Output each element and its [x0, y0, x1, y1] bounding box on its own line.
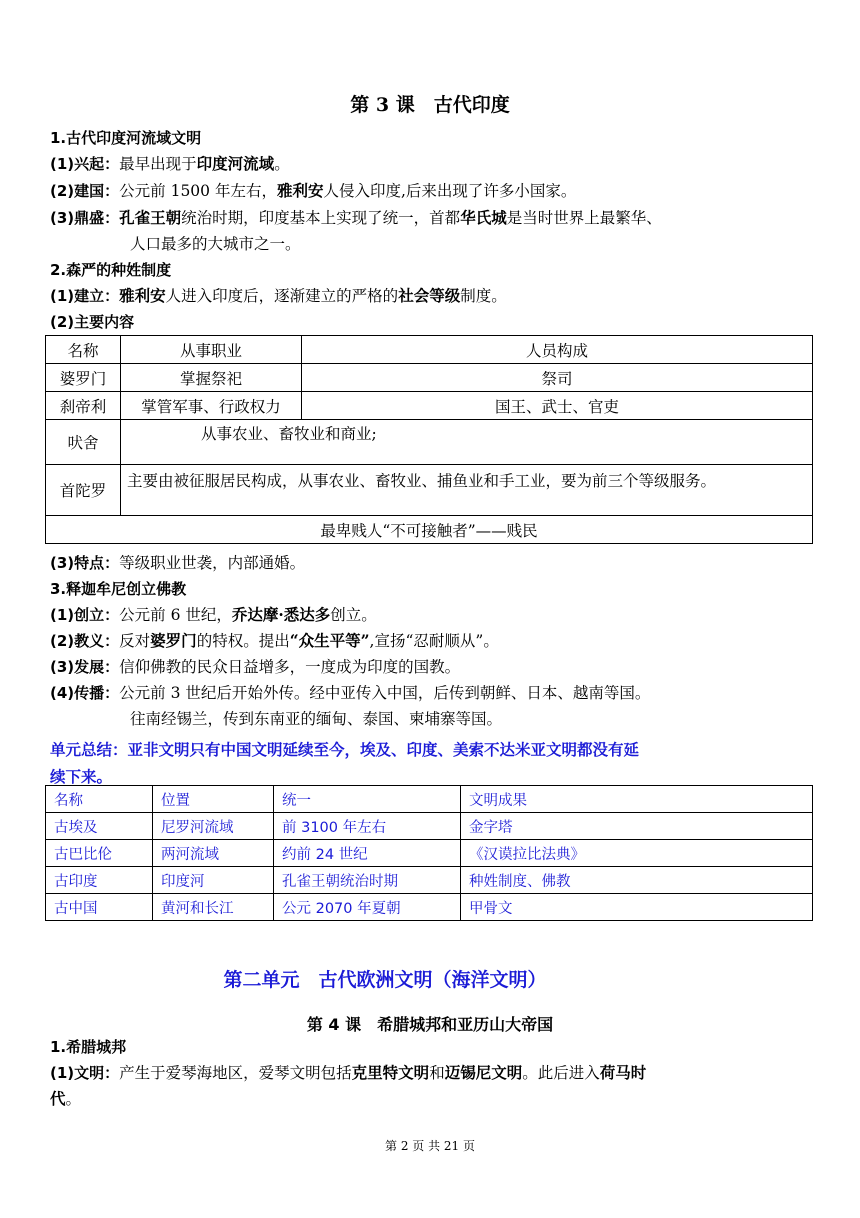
- table-header-cell: 人员构成: [302, 336, 813, 364]
- summary-line: 续下来。: [50, 768, 113, 786]
- table-cell: 《汉谟拉比法典》: [461, 840, 813, 867]
- text-line: (1)创立：公元前 6 世纪，乔达摩·悉达多创立。: [50, 605, 377, 624]
- table-row: [46, 420, 813, 465]
- text-line: (2)教义：反对婆罗门的特权。提出“众生平等”,宣扬“忍耐顺从”。: [50, 631, 499, 650]
- text-line: (1)建立：雅利安人进入印度后，逐渐建立的严格的社会等级制度。: [50, 286, 507, 305]
- table-row: [46, 364, 813, 392]
- summary-line: 单元总结：亚非文明只有中国文明延续至今，埃及、印度、美索不达米亚文明都没有延: [50, 741, 640, 759]
- unit2-title: 第二单元 古代欧洲文明（海洋文明）: [223, 969, 547, 991]
- text-line: (3)特点：等级职业世袭，内部通婚。: [50, 554, 306, 572]
- table-cell: 首陀罗: [46, 465, 121, 516]
- table-cell: 约前 24 世纪: [274, 840, 461, 867]
- table-header-cell: 统一: [274, 786, 461, 813]
- table-cell: 黄河和长江: [153, 894, 274, 921]
- table-row: [46, 392, 813, 420]
- table-row: [46, 867, 813, 894]
- table-cell: 古印度: [46, 867, 153, 894]
- section-heading: 1.古代印度河流域文明: [50, 129, 202, 147]
- text-line: 人口最多的大城市之一。: [130, 235, 301, 253]
- section-heading: 2.森严的种姓制度: [50, 261, 172, 279]
- text-line: (3)鼎盛：孔雀王朝统治时期，印度基本上实现了统一，首都华氏城是当时世界上最繁华、: [50, 208, 662, 227]
- table-header-cell: 名称: [46, 786, 153, 813]
- text-line: (2)建国：公元前 1500 年左右，雅利安人侵入印度,后来出现了许多小国家。: [50, 181, 577, 200]
- table-row: [46, 894, 813, 921]
- table-header-cell: 位置: [153, 786, 274, 813]
- table-cell: 前 3100 年左右: [274, 813, 461, 840]
- table-cell: 国王、武士、官吏: [302, 392, 813, 420]
- table-cell: 古埃及: [46, 813, 153, 840]
- table-cell: 刹帝利: [46, 392, 121, 420]
- table-cell: 从事农业、畜牧业和商业;: [121, 420, 813, 465]
- table-header-row: [46, 786, 813, 813]
- table-cell: 尼罗河流域: [153, 813, 274, 840]
- text-line: (1)兴起：最早出现于印度河流域。: [50, 154, 290, 173]
- table-cell: 最卑贱人“不可接触者”——贱民: [46, 516, 813, 544]
- caste-table: [45, 335, 813, 544]
- table-cell: 婆罗门: [46, 364, 121, 392]
- table-cell: 古中国: [46, 894, 153, 921]
- unit-summary: [50, 737, 820, 791]
- table-row: [46, 813, 813, 840]
- table-header-cell: 从事职业: [121, 336, 302, 364]
- table-cell: 孔雀王朝统治时期: [274, 867, 461, 894]
- table-cell: 两河流域: [153, 840, 274, 867]
- lesson4-title: 第 4 课 希腊城邦和亚历山大帝国: [306, 1015, 554, 1034]
- text-line: (4)传播：公元前 3 世纪后开始外传。经中亚传入中国，后传到朝鲜、日本、越南等国。: [50, 684, 651, 702]
- table-header-cell: 文明成果: [461, 786, 813, 813]
- civilization-table: [45, 785, 813, 921]
- table-row: [46, 516, 813, 544]
- text-line: 往南经锡兰，传到东南亚的缅甸、泰国、柬埔寨等国。: [130, 710, 503, 728]
- table-header-cell: 名称: [46, 336, 121, 364]
- subheading: (2)主要内容: [50, 313, 135, 331]
- table-row: [46, 840, 813, 867]
- table-cell: 古巴比伦: [46, 840, 153, 867]
- table-cell: 吠舍: [46, 420, 121, 465]
- lesson3-title: 第 3 课 古代印度: [350, 94, 510, 116]
- table-cell: 金字塔: [461, 813, 813, 840]
- text-line: 代。: [50, 1089, 82, 1108]
- table-cell: 种姓制度、佛教: [461, 867, 813, 894]
- table-cell: 公元 2070 年夏朝: [274, 894, 461, 921]
- table-cell: 主要由被征服居民构成，从事农业、畜牧业、捕鱼业和手工业，要为前三个等级服务。: [121, 465, 813, 516]
- text-line: (1)文明：产生于爱琴海地区，爱琴文明包括克里特文明和迈锡尼文明。此后进入荷马时: [50, 1063, 647, 1082]
- table-cell: 祭司: [302, 364, 813, 392]
- section-heading: 3.释迦牟尼创立佛教: [50, 580, 187, 598]
- table-header-row: [46, 336, 813, 364]
- table-row: [46, 465, 813, 516]
- table-cell: 印度河: [153, 867, 274, 894]
- table-cell: 掌握祭祀: [121, 364, 302, 392]
- section-heading: 1.希腊城邦: [50, 1038, 127, 1056]
- table-cell: 掌管军事、行政权力: [121, 392, 302, 420]
- text-line: (3)发展：信仰佛教的民众日益增多，一度成为印度的国教。: [50, 658, 461, 676]
- page-footer: 第 2 页 共 21 页: [385, 1139, 475, 1153]
- table-cell: 甲骨文: [461, 894, 813, 921]
